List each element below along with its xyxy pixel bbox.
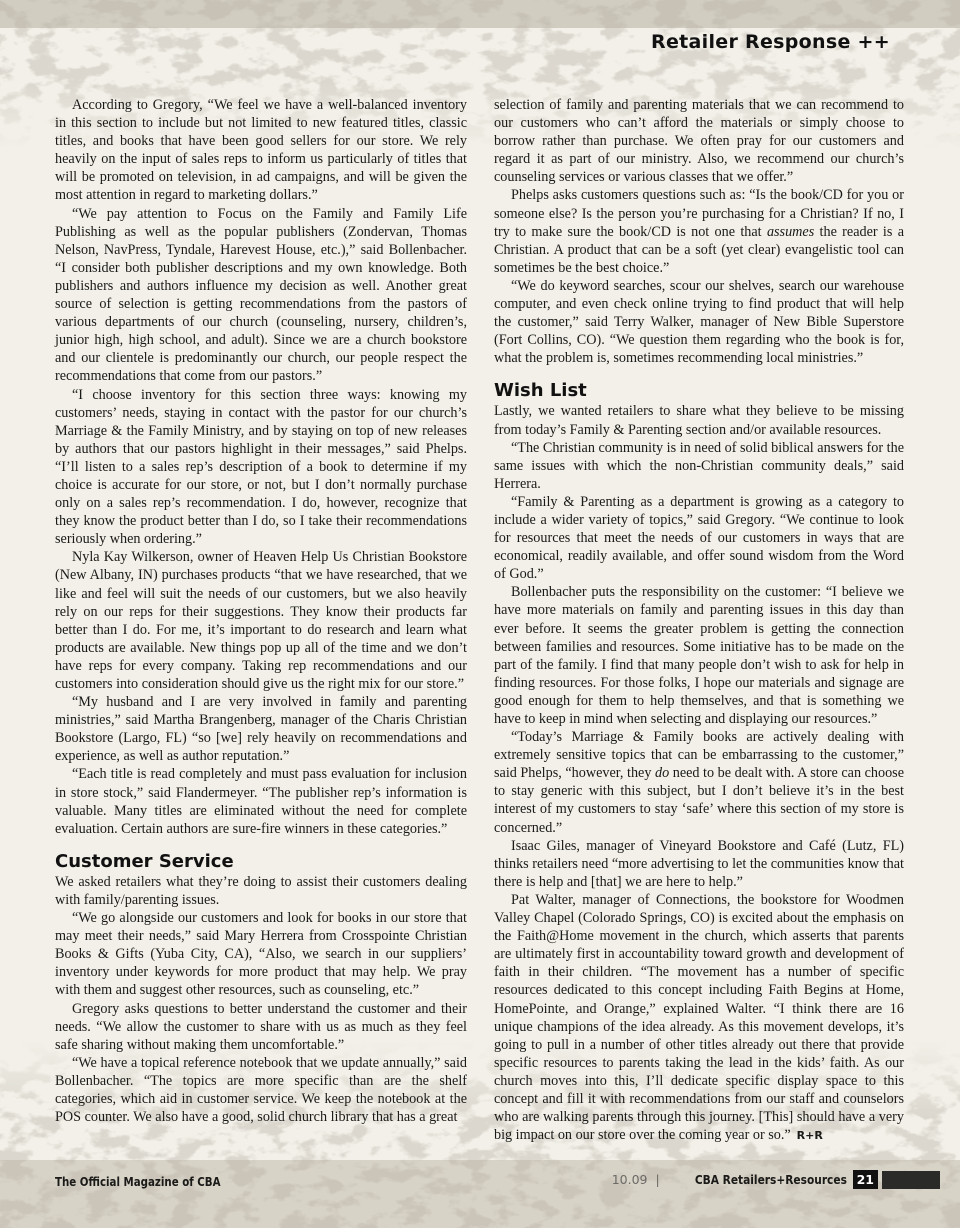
text-run: “Today’s Marriage & Family books are actively dealing with extremely sensitive topics that can be embarrassing to the customer,” said Phelps, “however, they — [494, 729, 904, 782]
article-right-column — [494, 96, 904, 1145]
paragraph: “We have a topical reference notebook that we update annually,” said Bollenbacher. “The topics are more specific than are the shelf categories, which aid in customer service. We keep the notebook at the POS counter. We also have a good, solid church library that has a great — [55, 1054, 467, 1126]
emphasis: assumes — [766, 223, 815, 240]
paragraph: “Family & Parenting as a department is growing as a category to include a wider variety of topics,” said Gregory. “We continue to look for resources that meet the needs of our customers in ways that are economical, readily available, and offer sound wisdom from the Word of God.” — [494, 493, 904, 583]
footer-separator: | — [655, 1172, 660, 1187]
article-left-column — [55, 96, 467, 1126]
text-run: the reader is a Christian. A product that can be a soft (yet clear) evangelistic tool can sometimes be the best choice.” — [494, 223, 904, 276]
text-run: Phelps asks customers questions such as: “Is the book/CD for you or someone else? Is the person you’re purchasing for a Christian? If no, I try to make sure the book/CD is not one that — [494, 187, 904, 240]
subheading-customer-service: Customer Service — [55, 850, 234, 872]
page-number: 21 — [853, 1170, 878, 1189]
paragraph: We asked retailers what they’re doing to assist their customers dealing with family/parenting issues. — [55, 873, 467, 908]
subheading-wish-list: Wish List — [494, 380, 587, 402]
paragraph: Nyla Kay Wilkerson, owner of Heaven Help Us Christian Bookstore (New Albany, IN) purchases products “that we have researched, that we like and feel will suit the needs of our customers, but we also heavily rely on our reps for their suggestions. They know their products far better than I do. For me, it’s important to do research and learn what products are available. New things pop up all of the time and we don’t have reps for every company. Taking rep recommendations and our customers into consideration should give us the right mix for our store.” — [55, 549, 467, 692]
paragraph: Bollenbacher puts the responsibility on the customer: “I believe we have more materials on family and parenting issues in this day than ever before. It seems the greater problem is getting the connection between families and resources. Some initiative has to be made on the part of the family. I find that many people don’t wish to ask for help in finding resources. For those folks, I hope our materials and signage are good enough for them to help themselves, and that is something we have to keep in mind when selecting and displaying our resources.” — [494, 584, 904, 727]
paragraph: “We go alongside our customers and look for books in our store that may meet their needs,” said Mary Herrera from Crosspointe Christian Books & Gifts (Yuba City, CA), “Also, we search in our suppliers’ inventory under keywords for more product that may help. We pray with them and suggest other resources, such as counseling, etc.” — [55, 910, 467, 999]
end-of-article-mark: R+R — [796, 1129, 823, 1143]
paragraph — [494, 186, 904, 276]
emphasis: do — [654, 765, 670, 782]
paragraph: Isaac Giles, manager of Vineyard Bookstore and Café (Lutz, FL) thinks retailers need “more advertising to let the communities know that there is help and [that] we are here to help.” — [494, 837, 904, 890]
footer-folio — [612, 1170, 940, 1189]
footer-bar-decoration — [882, 1171, 940, 1189]
paragraph: “I choose inventory for this section three ways: knowing my customers’ needs, staying in contact with the pastor for our church’s Marriage & the Family Ministry, and by staying on top of new releases by authors that our pastors highlight in their messages,” said Phelps. “I’ll listen to a sales rep’s description of a book to determine if my choice is accurate for our store, or not, but I don’t normally purchase only on a sales rep’s recommendation. I do, however, recognize that they know the product better than I do, so I take their recommendations seriously when ordering.” — [55, 386, 467, 548]
paragraph: Gregory asks questions to better understand the customer and their needs. “We allow the customer to share with us as much as they feel safe sharing without making them uncomfortable.” — [55, 1000, 467, 1053]
paragraph: “We pay attention to Focus on the Family and Family Life Publishing as well as the popular publishers (Zondervan, Thomas Nelson, NavPress, Tyndale, Harevest House, etc.),” said Bollenbacher. “I consider both publisher descriptions and my own knowledge. Both publishers and authors influence my decision as well. Another great source of selection is getting recommendations from the pastors of various departments of our church (counseling, nursery, children’s, junior high, high school, and adult). Since we are a church bookstore and our clientele is predominantly our church, our people respect the recommendations that come from our pastors.” — [55, 205, 467, 385]
paragraph — [494, 891, 904, 1145]
paragraph: “My husband and I are very involved in family and parenting ministries,” said Martha Brangenberg, manager of the Charis Christian Bookstore (Largo, FL) “so [we] rely heavily on recommendations and experience, as well as author reputation.” — [55, 694, 467, 765]
paragraph: “The Christian community is in need of solid biblical answers for the same issues with which the non-Christian community deals,” said Herrera. — [494, 439, 904, 492]
text-run: Pat Walter, manager of Connections, the bookstore for Woodmen Valley Chapel (Colorado Springs, CO) is excited about the emphasis on the Faith@Home movement in the church, which asserts that parents are ultimately first in accountability toward growth and development of faith in their children. “The movement has a number of specific resources dedicated to this concept including Faith Begins at Home, HomePointe, and Orange,” explained Walter. “I think there are 16 unique champions of the idea already. As this movement develops, it’s going to pull in a number of other titles already out there that provide specific resources to parents taking the lead in the kids’ faith. As our church moves into this, I’ll dedicate specific display space to this concept and fill it with recommendations from our staff and counselors who are walking parents through this journey. [This] should have a very big impact on our store over the coming year or so.” — [494, 891, 904, 1144]
text-run: need to be dealt with. A store can choose to stay generic with this subject, but I don’t believe it’s in the best interest of my customers to stay ‘safe’ where this section of my store is concerned.” — [494, 765, 904, 836]
footer-magazine-tagline: The Official Magazine of CBA — [55, 1174, 221, 1189]
paragraph: According to Gregory, “We feel we have a well-balanced inventory in this section to include but not limited to new featured titles, classic titles, and books that have been good sellers for our store. We rely heavily on the input of sales reps to inform us particularly of titles that will be promoted on television, in ad campaigns, and will be given the most attention in regard to marketing dollars.” — [55, 97, 467, 204]
footer-magazine-name: CBA Retailers+Resources — [694, 1172, 847, 1187]
paragraph: “Each title is read completely and must pass evaluation for inclusion in store stock,” said Flandermeyer. “The publisher rep’s information is valuable. Many titles are eliminated without the need for complete evaluation. Certain authors are sure-fire winners in these categories.” — [55, 766, 467, 837]
section-title: Retailer Response ++ — [651, 31, 890, 53]
paragraph: Lastly, we wanted retailers to share what they believe to be missing from today’s Family & Parenting section and/or available resources. — [494, 403, 904, 438]
paragraph: “We do keyword searches, scour our shelves, search our warehouse computer, and even check online trying to find product that will help the customer,” said Terry Walker, manager of New Bible Superstore (Fort Collins, CO). “We question them regarding who the book is for, what the problem is, sometimes recommending local ministries.” — [494, 277, 904, 367]
footer-issue-date: 10.09 — [611, 1172, 648, 1187]
paragraph: selection of family and parenting materials that we can recommend to our customers who can’t afford the materials or simply choose to borrow rather than purchase. We often pray for our customers and regard it as part of our ministry. Also, we recommend our church’s counseling services or various classes that we offer.” — [494, 97, 904, 186]
paragraph — [494, 728, 904, 837]
